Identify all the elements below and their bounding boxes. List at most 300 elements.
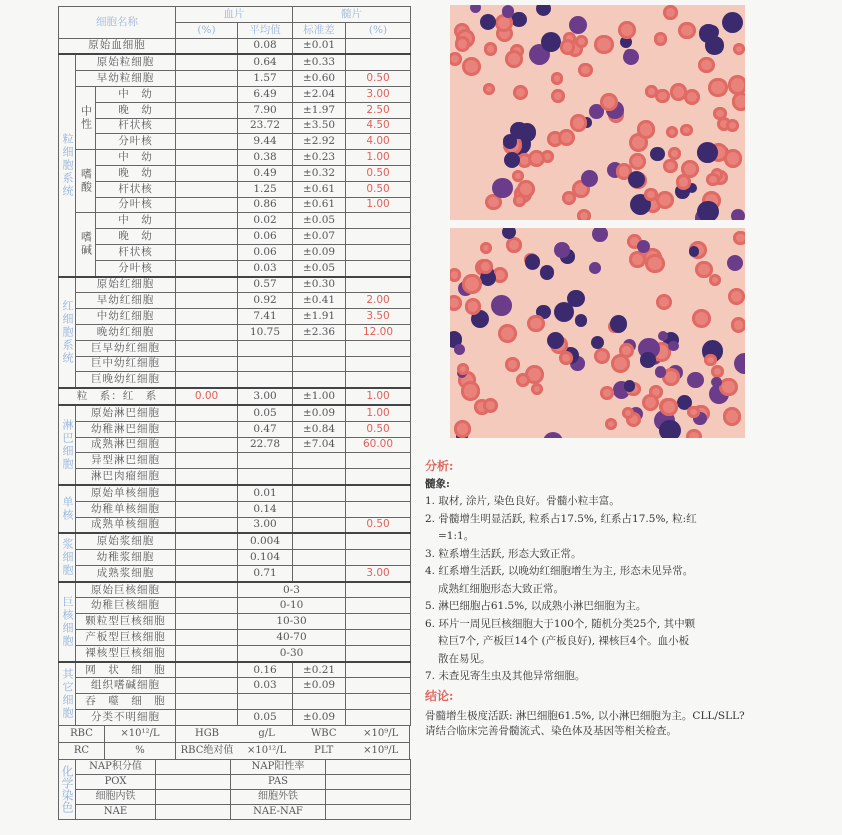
cell-name: 原始淋巴细胞 bbox=[76, 405, 176, 421]
blood-pct bbox=[176, 118, 238, 134]
marrow-pct bbox=[346, 277, 411, 293]
red-blood-cell bbox=[527, 315, 545, 333]
sd-value: ±3.50 bbox=[293, 118, 346, 134]
blood-pct bbox=[176, 229, 238, 245]
mean-value: 22.78 bbox=[238, 437, 293, 453]
table-row bbox=[59, 181, 411, 197]
blood-pct bbox=[176, 244, 238, 260]
nucleated-cell bbox=[503, 134, 517, 148]
cell-name: 晚幼红细胞 bbox=[76, 324, 176, 340]
red-blood-cell bbox=[637, 120, 655, 138]
sd-value bbox=[293, 485, 346, 501]
mean-value: 7.90 bbox=[238, 102, 293, 118]
nucleated-cell bbox=[454, 344, 465, 355]
nucleated-cell bbox=[697, 201, 718, 220]
marrow-pct bbox=[346, 244, 411, 260]
cell-name: 巨晚幼红细胞 bbox=[76, 372, 176, 388]
marrow-pct bbox=[346, 678, 411, 694]
cell-name: 巨中幼红细胞 bbox=[76, 356, 176, 372]
red-blood-cell bbox=[629, 251, 646, 268]
analysis-title: 分析: bbox=[425, 459, 454, 473]
cell-name: 吞 噬 细 胞 bbox=[76, 694, 176, 710]
blood-pct bbox=[176, 405, 238, 421]
cell-name: 幼稚单核细胞 bbox=[76, 501, 176, 517]
red-blood-cell bbox=[483, 83, 495, 95]
sd-value bbox=[293, 340, 346, 356]
cell-name: 颗粒型巨核细胞 bbox=[76, 614, 176, 630]
chem-row bbox=[59, 804, 411, 819]
blood-pct bbox=[176, 678, 238, 694]
red-blood-cell bbox=[478, 259, 493, 274]
red-blood-cell bbox=[645, 254, 665, 274]
nucleated-cell bbox=[640, 352, 655, 367]
rbc-label: RBC bbox=[59, 725, 105, 742]
table-row bbox=[59, 372, 411, 388]
sd-value: ±0.61 bbox=[293, 181, 346, 197]
blood-pct bbox=[176, 340, 238, 356]
blood-pct bbox=[176, 71, 238, 87]
cell-name: 幼稚浆细胞 bbox=[76, 550, 176, 566]
sd-value bbox=[293, 372, 346, 388]
blood-pct bbox=[176, 54, 238, 70]
blood-pct bbox=[176, 213, 238, 229]
cell-name: 原始红细胞 bbox=[76, 277, 176, 293]
micrograph-image-2 bbox=[450, 228, 745, 438]
mean-value: 0.16 bbox=[238, 662, 293, 678]
blood-pct bbox=[176, 134, 238, 150]
nucleated-cell bbox=[610, 315, 628, 333]
marrow-pct bbox=[346, 598, 411, 614]
analysis-item: 4. 红系增生活跃, 以晚幼红细胞增生为主, 形态未见异常。 bbox=[425, 565, 694, 577]
table-row bbox=[59, 678, 411, 694]
stain-label: NAP积分值 bbox=[76, 759, 156, 774]
blood-pct bbox=[176, 517, 238, 533]
marrow-pct bbox=[346, 501, 411, 517]
cell-name: 裸核型巨核细胞 bbox=[76, 645, 176, 661]
nucleated-cell bbox=[589, 262, 601, 274]
mean-value: 0.03 bbox=[238, 260, 293, 276]
mean-value: 0.47 bbox=[238, 421, 293, 437]
marrow-pct bbox=[346, 453, 411, 469]
red-blood-cell bbox=[605, 418, 617, 430]
table-row bbox=[59, 150, 411, 166]
table-row bbox=[59, 405, 411, 421]
nucleated-cell bbox=[705, 36, 723, 54]
red-blood-cell bbox=[450, 295, 462, 311]
reference-range: 40-70 bbox=[238, 630, 346, 646]
cell-name: 早幼粒细胞 bbox=[76, 71, 176, 87]
wbc-unit: ×10⁹/L bbox=[352, 725, 409, 742]
table-row bbox=[59, 134, 411, 150]
nucleated-cell bbox=[655, 366, 666, 377]
mean-value: 0.86 bbox=[238, 197, 293, 213]
sd-value: ±0.32 bbox=[293, 165, 346, 181]
cell-name: 原始粒细胞 bbox=[76, 54, 176, 70]
red-blood-cell bbox=[709, 274, 721, 286]
sd-value: ±0.07 bbox=[293, 229, 346, 245]
chem-stain-label: 化学染色 bbox=[59, 759, 76, 819]
red-blood-cell bbox=[687, 406, 699, 418]
red-blood-cell bbox=[668, 147, 680, 159]
marrow-pct bbox=[346, 614, 411, 630]
red-blood-cell bbox=[708, 78, 727, 97]
table-row bbox=[59, 517, 411, 533]
sd-value bbox=[293, 356, 346, 372]
red-blood-cell bbox=[733, 43, 745, 55]
red-blood-cell bbox=[531, 383, 543, 395]
marrow-pct bbox=[346, 630, 411, 646]
table-row bbox=[59, 710, 411, 726]
cell-name: 晚 幼 bbox=[96, 165, 176, 181]
table-row bbox=[59, 165, 411, 181]
marrow-pct bbox=[346, 694, 411, 710]
plt-label: PLT bbox=[295, 742, 352, 759]
sd-value bbox=[293, 533, 346, 549]
marrow-pct bbox=[346, 38, 411, 54]
analysis-item: 3. 粒系增生活跃, 形态大致正常。 bbox=[425, 547, 582, 560]
red-blood-cell bbox=[562, 191, 577, 206]
header-marrow-pct: (%) bbox=[346, 22, 411, 38]
chem-row bbox=[59, 789, 411, 804]
mean-value bbox=[238, 356, 293, 372]
marrow-pct: 2.50 bbox=[346, 102, 411, 118]
sd-value: ±0.09 bbox=[293, 405, 346, 421]
nucleated-cell bbox=[727, 255, 743, 271]
table-row bbox=[59, 71, 411, 87]
marrow-pct: 4.50 bbox=[346, 118, 411, 134]
marrow-pct bbox=[346, 582, 411, 598]
mean-value bbox=[238, 372, 293, 388]
mean-value: 0.92 bbox=[238, 293, 293, 309]
chemical-stain-table bbox=[58, 759, 411, 820]
table-row bbox=[59, 694, 411, 710]
blood-pct bbox=[176, 469, 238, 485]
red-blood-cell bbox=[600, 93, 618, 111]
nucleated-cell bbox=[504, 152, 521, 169]
mean-value: 0.02 bbox=[238, 213, 293, 229]
mean-value: 9.44 bbox=[238, 134, 293, 150]
sd-value: ±0.09 bbox=[293, 244, 346, 260]
mean-value: 0.71 bbox=[238, 565, 293, 581]
nucleated-cell bbox=[624, 380, 635, 391]
cell-name: 网 状 细 胞 bbox=[76, 662, 176, 678]
red-blood-cell bbox=[578, 63, 593, 78]
cell-name: 杆状核 bbox=[96, 181, 176, 197]
sd-value bbox=[293, 453, 346, 469]
red-blood-cell bbox=[558, 129, 576, 147]
marrow-pct bbox=[346, 645, 411, 661]
mean-value: 0.06 bbox=[238, 229, 293, 245]
marrow-pct bbox=[346, 662, 411, 678]
header-marrow-smear: 髓片 bbox=[293, 7, 411, 23]
table-row bbox=[59, 229, 411, 245]
table-row bbox=[59, 86, 411, 102]
header-blood-pct: (%) bbox=[176, 22, 238, 38]
blood-pct bbox=[176, 38, 238, 54]
nucleated-cell bbox=[687, 372, 703, 388]
marrow-pct: 1.00 bbox=[346, 150, 411, 166]
blood-pct bbox=[176, 356, 238, 372]
analysis-item: =1:1。 bbox=[438, 530, 475, 542]
cell-name: 分叶核 bbox=[96, 260, 176, 276]
sd-value: ±0.21 bbox=[293, 662, 346, 678]
cell-name: 成熟淋巴细胞 bbox=[76, 437, 176, 453]
red-blood-cell bbox=[666, 126, 678, 138]
blood-pct bbox=[176, 437, 238, 453]
cell-name: 杆状核 bbox=[96, 244, 176, 260]
blood-pct bbox=[176, 710, 238, 726]
red-blood-cell bbox=[505, 50, 523, 68]
blood-count-table bbox=[58, 725, 410, 760]
group-label: 单核 bbox=[59, 485, 76, 533]
table-row bbox=[59, 118, 411, 134]
red-blood-cell bbox=[528, 150, 546, 168]
cell-name: 中 幼 bbox=[96, 150, 176, 166]
mean-value: 0.38 bbox=[238, 150, 293, 166]
red-blood-cell bbox=[454, 420, 471, 437]
sd-value: ±0.41 bbox=[293, 293, 346, 309]
group-label: 红细胞系统 bbox=[59, 277, 76, 389]
nucleated-cell bbox=[492, 178, 512, 198]
mean-value: 0.104 bbox=[238, 550, 293, 566]
marrow-pct bbox=[346, 485, 411, 501]
stain-label: POX bbox=[76, 774, 156, 789]
red-blood-cell bbox=[551, 89, 565, 103]
red-blood-cell bbox=[570, 114, 587, 131]
blood-pct bbox=[176, 421, 238, 437]
table-row bbox=[59, 102, 411, 118]
stain-value bbox=[156, 804, 231, 819]
reference-range: 0-30 bbox=[238, 645, 346, 661]
red-blood-cell bbox=[656, 191, 674, 209]
blood-pct bbox=[176, 630, 238, 646]
nucleated-cell bbox=[569, 16, 587, 34]
sd-value: ±0.09 bbox=[293, 710, 346, 726]
mean-value: 23.72 bbox=[238, 118, 293, 134]
subgroup-label: 嗜酸 bbox=[76, 150, 96, 213]
red-blood-cell bbox=[724, 149, 742, 167]
nucleated-cell bbox=[581, 170, 599, 188]
marrow-pct bbox=[346, 533, 411, 549]
red-blood-cell bbox=[732, 92, 745, 111]
analysis-item: 散在易见。 bbox=[438, 652, 491, 665]
nucleated-cell bbox=[554, 242, 570, 258]
cell-count-table bbox=[58, 6, 411, 726]
marrow-pct: 4.00 bbox=[346, 134, 411, 150]
red-blood-cell bbox=[645, 85, 657, 97]
sd-value: ±2.36 bbox=[293, 324, 346, 340]
nucleated-cell bbox=[722, 12, 743, 33]
cell-name: 组织嗜碱细胞 bbox=[76, 678, 176, 694]
mean-value: 3.00 bbox=[238, 517, 293, 533]
red-blood-cell bbox=[594, 348, 610, 364]
blood-pct: 0.00 bbox=[176, 388, 238, 405]
blood-pct bbox=[176, 277, 238, 293]
sd-value: ±2.04 bbox=[293, 86, 346, 102]
red-blood-cell bbox=[728, 288, 745, 305]
reference-range: 0-10 bbox=[238, 598, 346, 614]
sd-value: ±1.97 bbox=[293, 102, 346, 118]
mean-value: 10.75 bbox=[238, 324, 293, 340]
cell-name: 晚 幼 bbox=[96, 102, 176, 118]
marrow-pct: 0.50 bbox=[346, 517, 411, 533]
red-blood-cell bbox=[577, 209, 591, 220]
sd-value bbox=[293, 694, 346, 710]
cell-name: 淋巴肉瘤细胞 bbox=[76, 469, 176, 485]
mean-value: 0.05 bbox=[238, 405, 293, 421]
red-blood-cell bbox=[731, 317, 745, 333]
cell-name: 晚 幼 bbox=[96, 229, 176, 245]
blood-pct bbox=[176, 645, 238, 661]
table-row bbox=[59, 260, 411, 276]
header-cell-name: 细胞名称 bbox=[59, 7, 176, 39]
marrow-pct: 0.50 bbox=[346, 165, 411, 181]
red-blood-cell bbox=[686, 429, 702, 438]
table-row bbox=[59, 582, 411, 598]
rbc-abs-unit: ×10¹²/L bbox=[238, 742, 295, 759]
mean-value bbox=[238, 469, 293, 485]
marrow-picture-subtitle: 髓象: bbox=[425, 477, 450, 490]
table-row bbox=[59, 293, 411, 309]
red-blood-cell bbox=[484, 42, 498, 56]
conclusion-text bbox=[425, 709, 825, 739]
red-blood-cell bbox=[462, 274, 482, 294]
nucleated-cell bbox=[659, 420, 681, 438]
marrow-pct: 1.00 bbox=[346, 405, 411, 421]
red-blood-cell bbox=[719, 378, 738, 397]
analysis-list bbox=[425, 493, 825, 686]
nucleated-cell bbox=[592, 228, 608, 242]
mean-value: 0.06 bbox=[238, 244, 293, 260]
sd-value: ±7.04 bbox=[293, 437, 346, 453]
rc-unit: % bbox=[105, 742, 176, 759]
cell-name: 幼稚巨核细胞 bbox=[76, 598, 176, 614]
analysis-item: 成熟红细胞形态大致正常。 bbox=[438, 582, 564, 595]
blood-pct bbox=[176, 102, 238, 118]
header-mean: 平均值 bbox=[238, 22, 293, 38]
sd-value: ±0.33 bbox=[293, 54, 346, 70]
blood-pct bbox=[176, 453, 238, 469]
nucleated-cell bbox=[541, 32, 561, 52]
table-row bbox=[59, 340, 411, 356]
marrow-pct: 60.00 bbox=[346, 437, 411, 453]
table-row bbox=[59, 453, 411, 469]
blood-pct bbox=[176, 372, 238, 388]
cell-name: 异型淋巴细胞 bbox=[76, 453, 176, 469]
blood-pct bbox=[176, 614, 238, 630]
conclusion-title: 结论: bbox=[425, 688, 454, 703]
blood-pct bbox=[176, 86, 238, 102]
red-blood-cell bbox=[461, 381, 480, 400]
table-row bbox=[59, 469, 411, 485]
mean-value bbox=[238, 453, 293, 469]
red-blood-cell bbox=[713, 107, 726, 120]
nucleated-cell bbox=[502, 5, 515, 18]
blood-pct bbox=[176, 550, 238, 566]
cell-name: 原始巨核细胞 bbox=[76, 582, 176, 598]
group-label: 粒细胞系统 bbox=[59, 54, 76, 276]
marrow-pct: 0.50 bbox=[346, 421, 411, 437]
red-blood-cell bbox=[498, 324, 517, 343]
red-blood-cell bbox=[656, 294, 672, 310]
stain-value bbox=[156, 789, 231, 804]
red-blood-cell bbox=[704, 354, 716, 366]
nucleated-cell bbox=[536, 5, 551, 16]
red-blood-cell bbox=[513, 85, 528, 100]
red-blood-cell bbox=[663, 159, 678, 174]
nucleated-cell bbox=[711, 377, 722, 388]
stain-value bbox=[156, 774, 231, 789]
table-row bbox=[59, 213, 411, 229]
table-row bbox=[59, 630, 411, 646]
chem-row bbox=[59, 774, 411, 789]
marrow-pct bbox=[346, 260, 411, 276]
analysis-item: 2. 骨髓增生明显活跃, 粒系占17.5%, 红系占17.5%, 粒:红 bbox=[425, 512, 697, 525]
red-blood-cell bbox=[517, 180, 535, 198]
nucleated-cell bbox=[547, 332, 564, 349]
mean-value: 7.41 bbox=[238, 309, 293, 325]
sd-value: ±1.91 bbox=[293, 309, 346, 325]
stain-value bbox=[326, 804, 411, 819]
red-blood-cell bbox=[575, 35, 588, 48]
marrow-pct bbox=[346, 710, 411, 726]
cell-name: 原始浆细胞 bbox=[76, 533, 176, 549]
red-blood-cell bbox=[462, 57, 481, 76]
analysis-section bbox=[425, 458, 825, 739]
marrow-pct bbox=[346, 469, 411, 485]
cell-name: 原始单核细胞 bbox=[76, 485, 176, 501]
stain-label: NAE bbox=[76, 804, 156, 819]
header-blood-smear: 血片 bbox=[176, 7, 293, 23]
marrow-pct: 0.50 bbox=[346, 71, 411, 87]
stain-label: 细胞外铁 bbox=[231, 789, 326, 804]
table-row bbox=[59, 533, 411, 549]
marrow-pct bbox=[346, 213, 411, 229]
blood-pct bbox=[176, 662, 238, 678]
sd-value: ±1.00 bbox=[293, 388, 346, 405]
cell-name: 原始血细胞 bbox=[59, 38, 176, 54]
cell-name: 中 幼 bbox=[96, 213, 176, 229]
nucleated-cell bbox=[731, 209, 745, 220]
marrow-pct: 3.50 bbox=[346, 309, 411, 325]
stain-value bbox=[326, 789, 411, 804]
group-label: 巨核细胞 bbox=[59, 582, 76, 662]
table-row bbox=[59, 501, 411, 517]
red-blood-cell bbox=[600, 386, 614, 400]
marrow-pct bbox=[346, 340, 411, 356]
reference-range: 10-30 bbox=[238, 614, 346, 630]
table-row bbox=[59, 485, 411, 501]
red-blood-cell bbox=[726, 119, 740, 133]
table-row bbox=[59, 437, 411, 453]
cell-name: 粒 系：红 系 bbox=[59, 388, 176, 405]
nucleated-cell bbox=[697, 142, 718, 163]
sd-value bbox=[293, 501, 346, 517]
cell-name: 成熟单核细胞 bbox=[76, 517, 176, 533]
cell-name: 分叶核 bbox=[96, 197, 176, 213]
nucleated-cell bbox=[668, 341, 678, 351]
red-blood-cell bbox=[516, 373, 530, 387]
red-blood-cell bbox=[654, 32, 668, 46]
red-blood-cell bbox=[642, 394, 659, 411]
table-row bbox=[59, 565, 411, 581]
sd-value: ±0.84 bbox=[293, 421, 346, 437]
blood-pct bbox=[176, 150, 238, 166]
stain-label: PAS bbox=[231, 774, 326, 789]
nucleated-cell bbox=[543, 432, 563, 438]
table-row bbox=[59, 324, 411, 340]
sd-value: ±0.30 bbox=[293, 277, 346, 293]
